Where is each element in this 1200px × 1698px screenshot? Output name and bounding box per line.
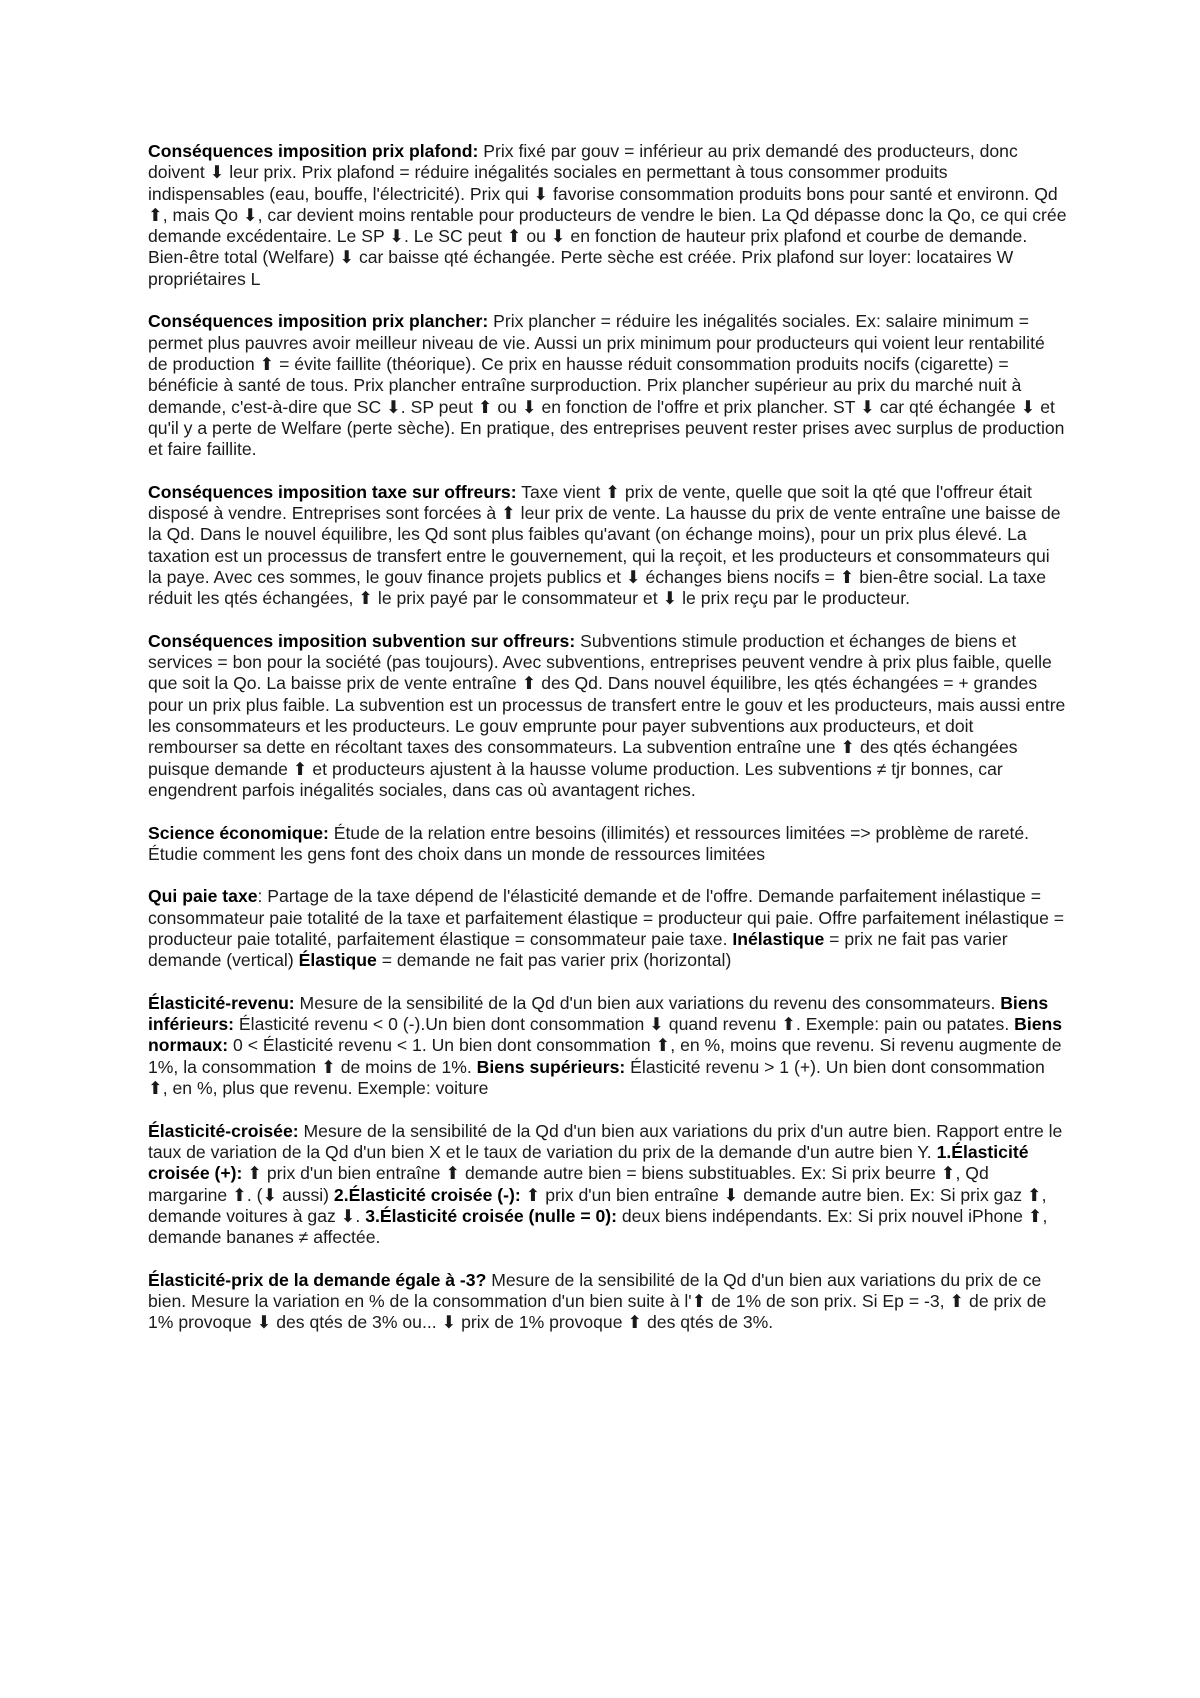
term-biens-superieurs: Biens supérieurs:: [476, 1056, 626, 1077]
paragraph-body: Taxe vient ⬆ prix de vente, quelle que soit la qté que l'offreur était disposé à vendre. Entreprises sont forcées à ⬆ leur prix de vente. La hausse du prix de vente entraîne une baisse de la Qd. Dans le nouvel équilibre, les Qd sont plus faibles qu'avant (on échange moins), pour un prix plus élevé. La taxation est un processus de transfert entre le gouvernement, qui la reçoit, et les producteurs et consommateurs qui la paye. Avec ces sommes, le gouv finance projets publics et ⬇ échanges biens nocifs = ⬆ bien-être social. La taxe réduit les qtés échangées, ⬆ le prix payé par le consommateur et ⬇ le prix reçu par le producteur.: [148, 481, 1061, 609]
paragraph-subvention-offreurs: [148, 631, 1068, 801]
term-elastique: Élastique: [298, 950, 377, 971]
paragraph-body: Prix fixé par gouv = inférieur au prix demandé des producteurs, donc doivent ⬇ leur prix. Prix plafond = réduire inégalités sociales en permettant à tous consommer produits indispensables (eau, bouffe, l'électricité). Prix qui ⬇ favorise consommation produits bons pour santé et environn. Qd ⬆, mais Qo ⬇, car devient moins rentable pour producteurs de vendre le bien. La Qd dépasse donc la Qo, ce qui crée demande excédentaire. Le SP ⬇. Le SC peut ⬆ ou ⬇ en fonction de hauteur prix plafond et courbe de demande. Bien-être total (Welfare) ⬇ car baisse qté échangée. Perte sèche est créée. Prix plafond sur loyer: locataires W propriétaires L: [148, 141, 1067, 289]
paragraph-prix-plafond: [148, 141, 1068, 290]
paragraph-body: ⬆ prix d'un bien entraîne ⬇ demande autre bien. Ex: Si prix gaz ⬆, demande voitures à gaz ⬇.: [148, 1184, 1047, 1226]
paragraph-elasticite-croisee: [148, 1121, 1068, 1249]
paragraph-body: Prix plancher = réduire les inégalités sociales. Ex: salaire minimum = permet plus pauvres avoir meilleur niveau de vie. Aussi un prix minimum pour producteurs qui voient leur rentabilité de production ⬆ = évite faillite (théorique). Ce prix en hausse réduit consommation produits nocifs (cigarette) = bénéficie à santé de tous. Prix plancher entraîne surproduction. Prix plancher supérieur au prix du marché nuit à demande, c'est-à-dire que SC ⬇. SP peut ⬆ ou ⬇ en fonction de l'offre et prix plancher. ST ⬇ car qté échangée ⬇ et qu'il y a perte de Welfare (perte sèche). En pratique, des entreprises peuvent rester prises avec surplus de production et faire faillite.: [148, 311, 1065, 460]
paragraph-body: = prix ne fait pas varier demande (vertical): [148, 928, 1008, 971]
paragraph-body: Étude de la relation entre besoins (illimités) et ressources limitées => problème de rareté. Étudie comment les gens font des choix dans un monde de ressources limitées: [148, 822, 1030, 864]
paragraph-body: : Partage de la taxe dépend de l'élasticité demande et de l'offre. Demande parfaitement inélastique = consommateur paie totalité de la taxe et parfaitement élastique = producteur qui paie. Offre parfaitement inélastique = producteur paie totalité, parfaitement élastique = consommateur paie taxe.: [148, 886, 1065, 949]
paragraph-title: Élasticité-prix de la demande égale à -3?: [148, 1269, 487, 1290]
paragraph-body: deux biens indépendants. Ex: Si prix nouvel iPhone ⬆, demande bananes ≠ affectée.: [148, 1205, 1048, 1248]
term-biens-normaux: Biens normaux:: [148, 1014, 1063, 1056]
paragraph-title: Élasticité-croisée:: [148, 1120, 299, 1141]
paragraph-elasticite-revenu: [148, 993, 1068, 1099]
paragraph-taxe-offreurs: [148, 482, 1068, 610]
paragraph-prix-plancher: [148, 311, 1068, 460]
paragraph-body: = demande ne fait pas varier prix (horizontal): [376, 950, 732, 971]
paragraph-title: Élasticité-revenu:: [148, 992, 295, 1013]
term-inelastique: Inélastique: [732, 928, 825, 949]
paragraph-qui-paie-taxe: [148, 886, 1068, 971]
term-croisee-nulle: 3.Élasticité croisée (nulle = 0):: [365, 1205, 617, 1226]
paragraph-title: Conséquences imposition taxe sur offreurs:: [148, 481, 517, 502]
paragraph-title: Qui paie taxe: [148, 886, 258, 907]
paragraph-title: Conséquences imposition prix plafond:: [148, 141, 479, 161]
paragraph-body: ⬆ prix d'un bien entraîne ⬆ demande autre bien = biens substituables. Ex: Si prix beurre ⬆, Qd margarine ⬆. (⬇ aussi): [148, 1163, 989, 1205]
paragraph-science-economique: [148, 823, 1068, 866]
paragraph-title: Science économique:: [148, 822, 329, 843]
paragraph-body: 0 < Élasticité revenu < 1. Un bien dont consommation ⬆, en %, moins que revenu. Si revenu augmente de 1%, la consommation ⬆ de moins de 1%.: [148, 1035, 1062, 1077]
document-page: [148, 141, 1068, 1355]
paragraph-body: Élasticité revenu > 1 (+). Un bien dont consommation ⬆, en %, plus que revenu. Exemple: voiture: [148, 1056, 1045, 1099]
term-croisee-negative: 2.Élasticité croisée (-):: [333, 1184, 521, 1205]
term-croisee-positive: 1.Élasticité croisée (+):: [148, 1141, 1029, 1184]
paragraph-title: Conséquences imposition subvention sur offreurs:: [148, 630, 576, 651]
paragraph-body: Subventions stimule production et échanges de biens et services = bon pour la société (pas toujours). Avec subventions, entreprises peuvent vendre à prix plus faible, quelle que soit la Qo. La baisse prix de vente entraîne ⬆ des Qd. Dans nouvel équilibre, les qtés échangées = + grandes pour un prix plus faible. La subvention est un processus de transfert entre le gouv et les producteurs, mais aussi entre les consommateurs et les producteurs. Le gouv emprunte pour payer subventions aux producteurs, et doit rembourser sa dette en récoltant taxes des consommateurs. La subvention entraîne une ⬆ des qtés échangées puisque demande ⬆ et producteurs ajustent à la hausse volume production. Les subventions ≠ tjr bonnes, car engendrent parfois inégalités sociales, dans cas où avantagent riches.: [148, 630, 1066, 800]
paragraph-body: Mesure de la sensibilité de la Qd d'un bien aux variations du prix de ce bien. Mesure la variation en % de la consommation d'un bien suite à l'⬆ de 1% de son prix. Si Ep = -3, ⬆ de prix de 1% provoque ⬇ des qtés de 3% ou... ⬇ prix de 1% provoque ⬆ des qtés de 3%.: [148, 1269, 1047, 1333]
paragraph-elasticite-prix: [148, 1270, 1068, 1334]
paragraph-body: Mesure de la sensibilité de la Qd d'un bien aux variations du prix d'un autre bien. Rapport entre le taux de variation de la Qd d'un bien X et le taux de variation du prix de la demande d'un autre bien Y.: [148, 1120, 1063, 1162]
term-biens-inferieurs: Biens inférieurs:: [148, 992, 1049, 1035]
paragraph-body: Mesure de la sensibilité de la Qd d'un bien aux variations du revenu des consommateurs.: [294, 992, 1001, 1013]
paragraph-body: Élasticité revenu < 0 (-).Un bien dont consommation ⬇ quand revenu ⬆. Exemple: pain ou patates.: [234, 1014, 1015, 1035]
paragraph-title: Conséquences imposition prix plancher:: [148, 311, 489, 332]
